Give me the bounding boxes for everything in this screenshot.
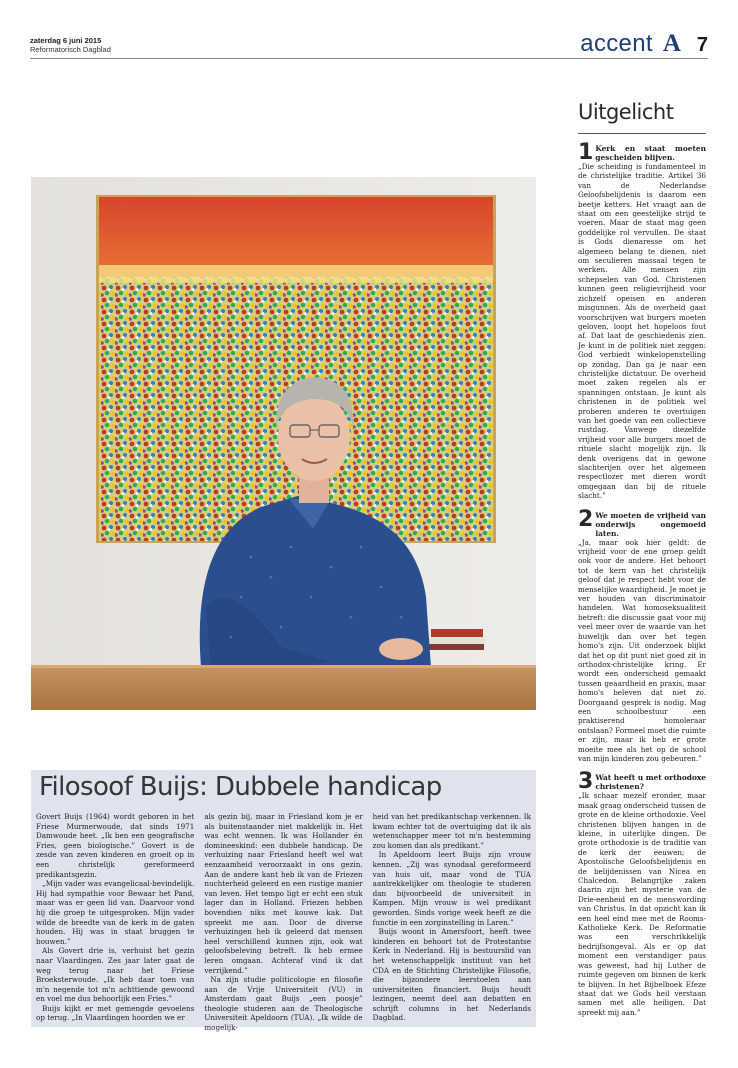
highlight-answer: „Ik schaar mezelf eronder, maar maak graag onderscheid tussen de grote en de kleine orthodoxie. Veel christenen blijven hangen in de kleine, in uiterlijke dingen. De grote orthodoxie is de traditie van de kerk der eeuwen; de Apostolische Geloofsbelijdenis en de belijdenissen van Nicea en Chalcedon. Belangrijke zaken daarin zijn het mysterie van de Drie-eenheid en de menswording van Christus. In dat opzicht kan ik een heel eind mee met de Rooms-Katholieke Kerk. De Reformatie was een verschrikkelijk bedrijfsongeval. Als er op dat moment een verstandiger paus was geweest, had hij Luther de ruimte gegeven om binnen de kerk te blijven. In het Bijbelboek Efeze staat dat we Gods heil verstaan samen met alle heiligen. Dat spreekt mij aan.” <box>578 791 706 1017</box>
sidebar-highlights <box>578 100 706 1017</box>
highlight-heading <box>578 140 706 165</box>
highlight-answer: „Die scheiding is fundamenteel in de christelijke traditie. Artikel 36 van de Nederlandse Geloofsbelijdenis is daarom een beetje ketters. Het vraagt aan de staat om een geestelijke strijd te voeren. Maar de staat mag geen goddelijke rol vervullen. De staat is Gods dienaresse om het algemeen belang te dienen, niet om seculieren massaal tegen te werken. Alle mensen zijn schepselen van God. Christenen kunnen geen religievrijheid voor zichzelf opeisen en anderen misgunnen. Als de overheid gaat voorschrijven wat burgers moeten geloven, loopt het hopeloos fout af. Dat laat de geschiedenis zien. Je kunt in de politiek niet zeggen: God verbiedt winkelopenstelling op zondag. Dan ga je naar een christelijke dictatuur. De overheid moet zaken regelen als er spanningen ontstaan. Je kunt als christenen in de politiek wel proberen anderen te overtuigen van het goede van een collectieve rustdag. Vanwege diezelfde vrijheid voor alle burgers moet de rituele slacht mogelijk zijn. Ik denk overigens dat in gewone slachterijen over het algemeen respectlozer met dieren wordt omgegaan dan bij de rituele slacht.” <box>578 162 706 501</box>
photo-illustration <box>31 177 536 710</box>
highlight-question: Wat heeft u met orthodoxe christenen? <box>595 773 706 792</box>
sidebar-title: Uitgelicht <box>578 100 706 134</box>
paragraph: „Mijn vader was evangelicaal-bevindelijk. Hij had sympathie voor Bewaar het Pand, maar was er geen lid van. Daarvoor vond hij die groep te uitgesproken. Mijn vader wilde de breedte van de kerk in de gaten houden. Hij was in staat bruggen te bouwen.” <box>36 879 195 946</box>
article-box <box>31 770 536 1033</box>
highlight-number: 1 <box>578 140 594 165</box>
portrait-photo <box>31 177 536 710</box>
paragraph: Govert Buijs (1964) wordt geboren in het Friese Murmerwoude, dat sinds 1971 Damwoude heet. „Ik ben een geografische Fries, geen biologische.” Govert is de zesde van zeven kinderen en groeit op in een christelijk gereformeerd predikantsgezin. <box>36 812 195 879</box>
highlight-item <box>578 140 706 501</box>
paragraph: Als Govert drie is, verhuist het gezin naar Vlaardingen. Zes jaar later gaat de weg terug naar het Friese Broeksterwoude. „Ik heb daar toen van m'n negende tot m'n achttiende gewoond en voel me dus behoorlijk een Fries.” <box>36 946 195 1004</box>
highlight-heading <box>578 769 706 795</box>
paragraph: heid van het predikantschap verkennen. Ik kwam echter tot de overtuiging dat ik als wetenschapper meer tot m'n bestemming zou komen dan als predikant.” <box>372 812 531 850</box>
highlight-question: We moeten de vrijheid van onderwijs ongemoeid laten. <box>595 510 706 538</box>
page-number: 7 <box>696 34 708 56</box>
section-header <box>580 30 708 58</box>
section-logo: A <box>662 30 681 57</box>
paragraph: Buijs kijkt er met gemengde gevoelens op terug. „In Vlaardingen hoorden we er <box>36 1003 195 1023</box>
article-column-3 <box>373 812 531 1033</box>
header-divider <box>30 58 708 59</box>
highlight-number: 3 <box>578 769 594 795</box>
issue-date: zaterdag 6 juni 2015 <box>30 36 102 45</box>
article-column-1 <box>36 812 194 1033</box>
paragraph: In Apeldoorn leert Buijs zijn vrouw kennen. „Zij was synodaal gereformeerd van huis uit, maar vond de TUA aantrekkelijker om theologie te studeren dan bijvoorbeeld de universiteit in Kampen. Mijn vrouw is wel predikant geworden. Sinds vorige week heeft ze die functie in een zorginstelling in Laren.” <box>372 850 531 927</box>
highlight-item <box>578 769 706 1017</box>
article-body <box>36 812 531 1033</box>
masthead-info <box>30 36 111 54</box>
paragraph: Buijs woont in Amersfoort, heeft twee kinderen en behoort tot de Protestantse Kerk in Nederland. Hij is bestuurslid van het wetenschappelijk instituut van het CDA en de Stichting Christelijke Filosofie, die bijzondere leerstoelen aan universiteiten financiert. Buijs houdt lezingen, neemt deel aan debatten en schrijft columns in het Nederlands Dagblad. <box>372 927 531 1023</box>
highlight-answer: „Ja, maar ook hier geldt: de vrijheid voor de ene groep geldt ook voor de andere. Het behoort tot de kern van het christelijk geloof dat je respect hebt voor de menselijke waardigheid. Je moet je ver houden van discriminatoir handelen. Wat homoseksualiteit betreft: die discussie gaat voor mij veel meer over de waarde van het huwelijk dan over het tegen homo's zijn. Uit onderzoek blijkt dat het op dit punt niet goed zit in orthodox-christelijke kring. Er wordt een onderscheid gemaakt tussen geaardheid en praxis, maar homo's beleven dat niet zo. Doorgaand gesprek is nodig. Mag een schoolbestuur een praktiserend homoleraar ontslaan? Formeel moet die ruimte er zijn, maar ik heb er grote moeite mee als het op de school van mijn kinderen zou gebeuren.” <box>578 537 706 763</box>
article-column-2 <box>204 812 362 1033</box>
paragraph: Na zijn studie politicologie en filosofie aan de Vrije Universiteit (VU) in Amsterdam gaat Buijs „een poosje” theologie studeren aan de Theologische Universiteit Apeldoorn (TUA). „Ik wilde de mogelijk- <box>204 975 363 1033</box>
highlight-number: 2 <box>578 506 594 532</box>
paragraph: als gezin bij, maar in Friesland kom je er als buitenstaander niet makkelijk in. Het was echt wennen. Ik was Hollander én domineeskind: een dubbele handicap. De verhuizing naar Friesland heeft wel wat eenzaamheid veroorzaakt in ons gezin. Aan de andere kant heb ik van de Friezen nuchterheid geleerd en een rustige manier van leven. Het tempo ligt er echt een stuk lager dan in Holland. Friezen hebben bovendien niks met kouwe kak. Dat spreekt me aan. Door de diverse verhuizingen heb ik geleerd dat mensen heel verschillend kunnen zijn, ook wat geloofsbeleving betreft. Ik heb ermee leren omgaan. Achteraf vind ik dat verrijkend.” <box>204 812 363 975</box>
article-headline: Filosoof Buijs: Dubbele handicap <box>39 772 442 802</box>
highlight-question: Kerk en staat moeten gescheiden blijven. <box>595 144 706 162</box>
highlight-item <box>578 506 706 764</box>
section-name: accent <box>580 30 653 57</box>
highlight-heading <box>578 506 706 538</box>
newspaper-name: Reformatorisch Dagblad <box>30 45 111 54</box>
